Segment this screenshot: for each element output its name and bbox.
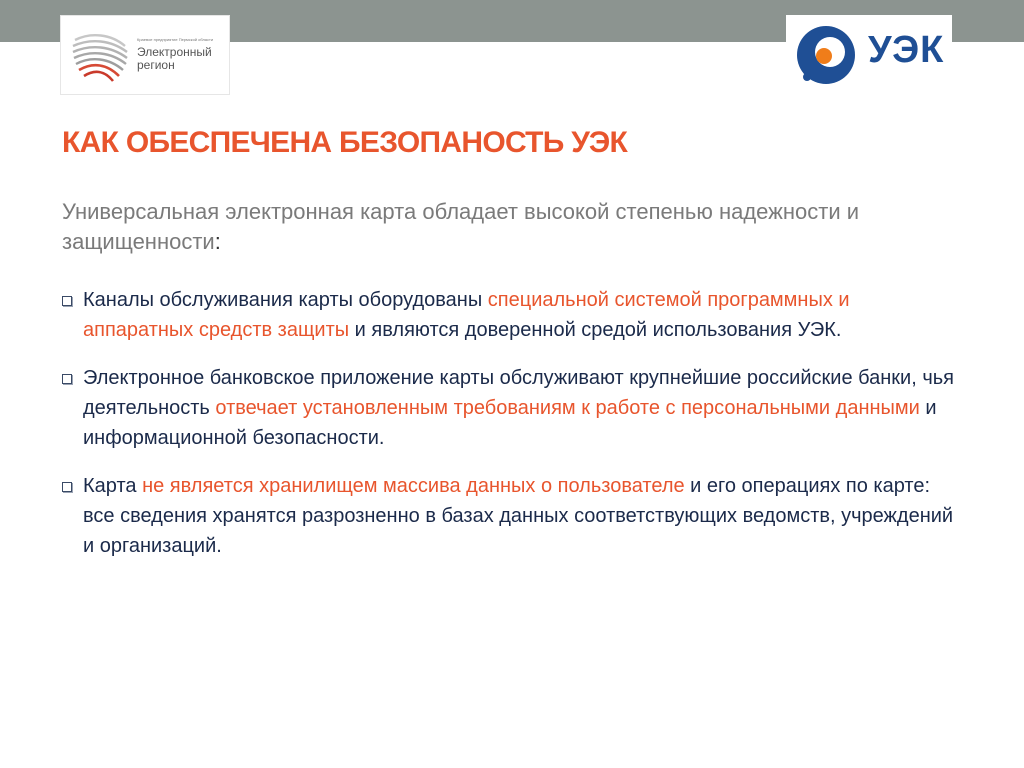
bullet-item [62, 471, 962, 561]
logo-name-line2: регион [137, 58, 175, 72]
logo-name [137, 46, 212, 72]
bullet-item [62, 363, 962, 453]
bullet-text: Карта [83, 475, 143, 497]
bullet-text: и являются доверенной средой использования УЭК. [349, 319, 842, 341]
logo-name-line1: Электронный [137, 45, 212, 59]
bullet-text: Каналы обслуживания карты оборудованы [83, 289, 488, 311]
slide-title: КАК ОБЕСПЕЧЕНА БЕЗОПАНОСТЬ УЭК [62, 126, 628, 159]
bullet-highlight: отвечает установленным требованиям к работе с персональными данными [215, 397, 920, 419]
slide-intro [62, 197, 962, 257]
logo-caption: Краевое предприятие Пермской области [137, 37, 214, 42]
bullet-highlight: специальной системой программных и аппаратных средств защиты [83, 289, 850, 341]
checkbox-bullet-icon [62, 482, 72, 492]
bullet-highlight: не является хранилищем массива данных о пользователе [142, 475, 685, 497]
globe-swirl-icon [69, 26, 133, 90]
checkbox-bullet-icon [62, 296, 72, 306]
uek-logo-text: УЭК [868, 29, 945, 71]
bullet-text: и информационной безопасности. [83, 397, 937, 449]
bullet-item [62, 285, 962, 345]
electronic-region-logo [60, 15, 230, 95]
uek-logo [786, 15, 952, 95]
intro-colon: : [214, 229, 221, 254]
bullet-text: Электронное банковское приложение карты обслуживают крупнейшие российские банки, чья деятельность [83, 367, 954, 419]
uek-emblem-icon [794, 23, 858, 87]
checkbox-bullet-icon [62, 374, 72, 384]
intro-text: Универсальная электронная карта обладает высокой степенью надежности и защищенности [62, 199, 860, 254]
bullet-list [62, 285, 962, 579]
bullet-text: и его операциях по карте: все сведения хранятся разрозненно в базах данных соответствующих ведомств, учреждений и организаций. [83, 475, 954, 557]
